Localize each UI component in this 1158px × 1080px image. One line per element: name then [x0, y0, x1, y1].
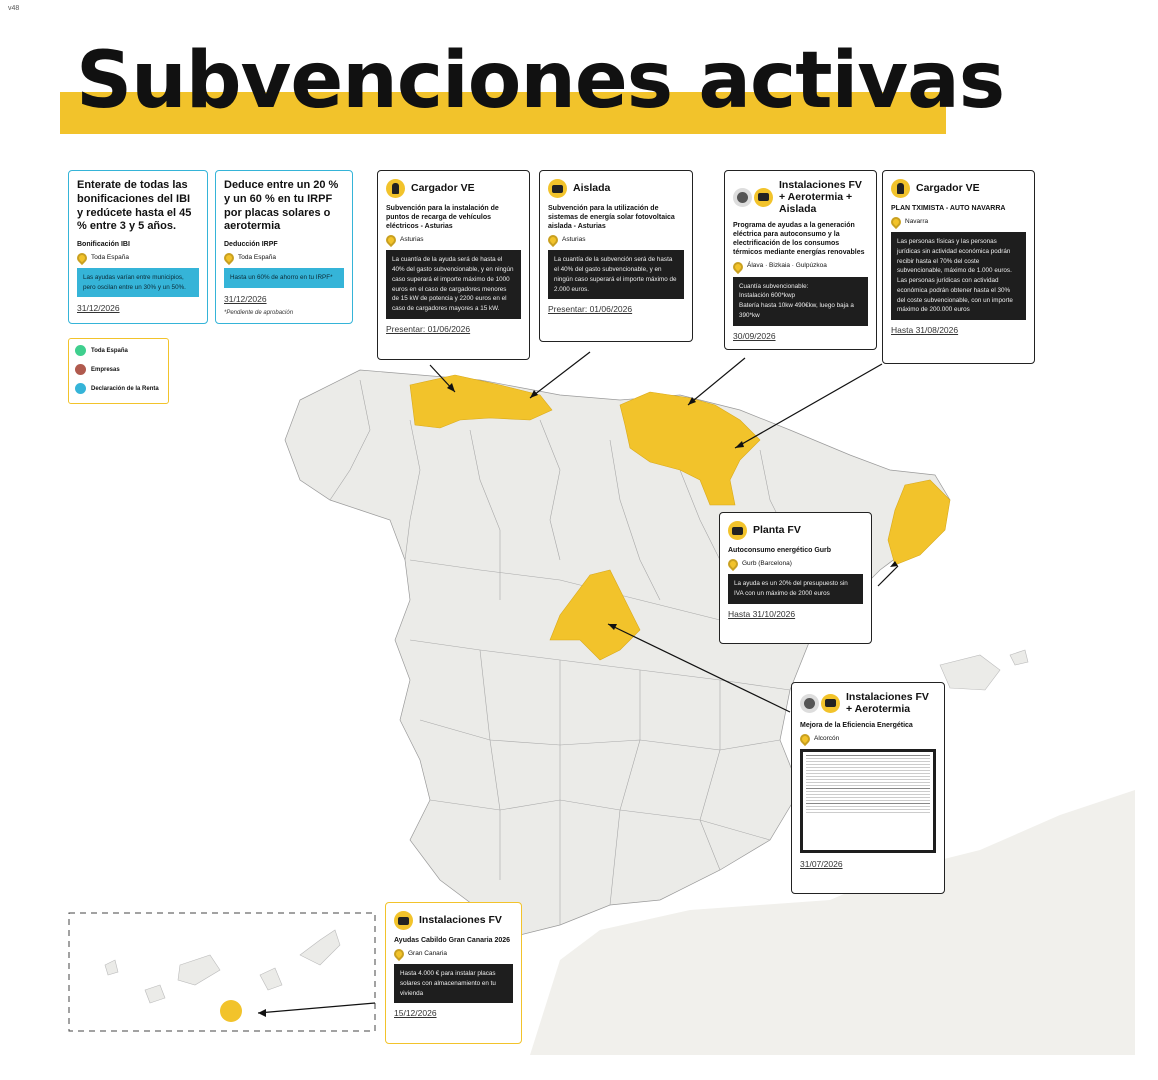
solar-panel-icon — [548, 179, 567, 198]
canary-islands — [105, 930, 340, 1003]
gran-canaria-region — [220, 1000, 242, 1022]
location-pin-icon — [726, 557, 740, 571]
ibi-location — [77, 253, 199, 263]
card-date[interactable]: Hasta 31/08/2026 — [891, 325, 959, 336]
detail-line: Batería hasta 10kw 490€kw, luego baja a 390*kw — [739, 302, 854, 319]
legend-item — [75, 364, 162, 375]
irpf-date[interactable]: 31/12/2026 — [224, 293, 267, 304]
detail-line: Instalación 600*kwp — [739, 292, 796, 300]
card-location — [548, 235, 684, 245]
ibi-subtitle: Bonificación IBI — [77, 241, 130, 248]
ibi-heading: Enterate de todas las bonificaciones del IBI y redúcete hasta el 45 % entre 3 y 5 años. — [77, 179, 192, 233]
location-label: Álava · Bizkaia · Gulpúzkoa — [747, 262, 827, 270]
location-label: Navarra — [905, 217, 929, 225]
balearic-islands — [940, 650, 1028, 690]
detail-line: Las personas jurídicas con actividad económica podrán obtener hasta el 30% del coste subvencionable, con un importe máximo de 200.000 euros — [897, 277, 1013, 314]
card-detail-box: La cuantía de la ayuda será de hasta el 40% del gasto subvencionable, y en ningún caso superará el importe máximo de 1000 euros en el caso de cargadores menores de 15 kW de potencia y 2200 euros en el caso de cargadores mayores a 15 kW. — [386, 250, 521, 319]
card-detail-box: La ayuda es un 20% del presupuesto sin IVA con un máximo de 2000 euros — [728, 574, 863, 604]
card-location — [733, 262, 868, 272]
card-date[interactable]: Presentar: 01/06/2026 — [548, 304, 633, 315]
irpf-location — [224, 253, 344, 263]
ibi-date[interactable]: 31/12/2026 — [77, 302, 120, 313]
card-title: Cargador VE — [411, 182, 475, 195]
card-detail-box: Hasta 4.000 € para instalar placas solares con almacenamiento en tu vivienda — [394, 964, 513, 1003]
card-detail-box: La cuantía de la subvención será de hasta el 40% del gasto subvencionable, y en ningún caso superará el importe máximo de 2.000 euros. — [548, 250, 684, 299]
pais-vasco-card[interactable] — [724, 170, 877, 350]
solar-panel-icon — [821, 694, 840, 713]
heat-pump-icon — [800, 694, 819, 713]
legend-label: Declaración de la Renta — [91, 385, 159, 392]
location-pin-icon — [731, 259, 745, 273]
solar-panel-icon — [754, 188, 773, 207]
location-pin-icon — [75, 251, 89, 265]
legend — [68, 338, 169, 404]
location-pin-icon — [384, 233, 398, 247]
card-subtitle: Mejora de la Eficiencia Energética — [800, 722, 913, 730]
card-subtitle: PLAN TXIMISTA - AUTO NAVARRA — [891, 205, 1006, 212]
ev-charger-icon — [891, 179, 910, 198]
card-title: Planta FV — [753, 524, 801, 537]
card-title: Cargador VE — [916, 182, 980, 195]
ibi-card[interactable] — [68, 170, 208, 324]
solar-panel-icon — [394, 911, 413, 930]
card-date[interactable]: Presentar: 01/06/2026 — [386, 323, 471, 334]
card-location — [386, 235, 521, 245]
location-pin-icon — [889, 215, 903, 229]
card-subtitle: Ayudas Cabildo Gran Canaria 2026 — [394, 937, 511, 944]
card-date[interactable]: 30/09/2026 — [733, 330, 776, 341]
card-location — [891, 217, 1026, 227]
irpf-card[interactable] — [215, 170, 353, 324]
card-location — [394, 949, 513, 959]
card-title: Aislada — [573, 182, 611, 195]
gran-canaria-card[interactable] — [385, 902, 522, 1044]
location-label: Alcorcón — [814, 734, 840, 742]
card-date[interactable]: 31/07/2026 — [800, 859, 843, 870]
aislada-card[interactable] — [539, 170, 693, 342]
card-subtitle: Programa de ayudas a la generación eléctrica para autoconsumo y la electrificación de los consumos térmicos mediante energías renovables — [733, 222, 865, 257]
card-title: Instalaciones FV + Aerotermia + Aislada — [779, 179, 862, 216]
legend-item — [75, 345, 162, 356]
legend-dot-icon — [75, 383, 86, 394]
irpf-note: *Pendiente de aprobación — [224, 310, 294, 316]
card-subtitle: Subvención para la utilización de sistemas de energía solar fotovoltaica aislada - Asturias — [548, 205, 675, 231]
legend-item — [75, 383, 162, 394]
card-detail-box — [733, 277, 868, 326]
card-detail-box — [891, 232, 1026, 320]
legend-dot-icon — [75, 364, 86, 375]
detail-line: Las personas físicas y las personas jurídicas sin actividad económica podrán recibir hasta el 70% del coste subvencionable, máximo de 1.000 euros. — [897, 238, 1012, 275]
ev-charger-icon — [386, 179, 405, 198]
location-pin-icon — [222, 251, 236, 265]
gurb-card[interactable] — [719, 512, 872, 644]
card-date[interactable]: 15/12/2026 — [394, 1008, 437, 1019]
card-title: Instalaciones FV + Aerotermia — [846, 691, 929, 716]
location-pin-icon — [392, 947, 406, 961]
ibi-detail-box: Las ayudas varían entre municipios, pero oscilan entre un 30% y un 50%. — [77, 268, 199, 297]
location-pin-icon — [546, 233, 560, 247]
card-subtitle: Autoconsumo energético Gurb — [728, 547, 832, 554]
subsidy-table-image — [800, 749, 936, 853]
card-location — [800, 734, 936, 744]
legend-dot-icon — [75, 345, 86, 356]
card-date[interactable]: Hasta 31/10/2026 — [728, 608, 796, 619]
solar-panel-icon — [728, 521, 747, 540]
navarra-ve-card[interactable] — [882, 170, 1035, 364]
location-label: Toda España — [238, 253, 276, 261]
irpf-heading: Deduce entre un 20 % y un 60 % en tu IRPF por placas solares o aerotermia — [224, 179, 339, 233]
alcorcon-card[interactable] — [791, 682, 945, 894]
location-label: Asturias — [400, 235, 424, 243]
location-pin-icon — [798, 732, 812, 746]
page-title: Subvenciones activas — [76, 36, 1005, 126]
card-subtitle: Subvención para la instalación de puntos de recarga de vehículos eléctricos - Asturias — [386, 205, 499, 231]
asturias-ve-card[interactable] — [377, 170, 530, 360]
location-label: Toda España — [91, 253, 129, 261]
heat-pump-icon — [733, 188, 752, 207]
irpf-subtitle: Deducción IRPF — [224, 241, 278, 248]
version-label: v48 — [8, 5, 20, 12]
card-location — [728, 559, 863, 569]
legend-label: Empresas — [91, 366, 120, 373]
card-title: Instalaciones FV — [419, 914, 502, 927]
detail-line: Cuantía subvencionable: — [739, 282, 809, 290]
irpf-detail-box: Hasta un 60% de ahorro en tu IRPF* — [224, 268, 344, 287]
location-label: Gran Canaria — [408, 949, 448, 957]
location-label: Gurb (Barcelona) — [742, 559, 792, 567]
legend-label: Toda España — [91, 347, 128, 354]
location-label: Asturias — [562, 235, 586, 243]
